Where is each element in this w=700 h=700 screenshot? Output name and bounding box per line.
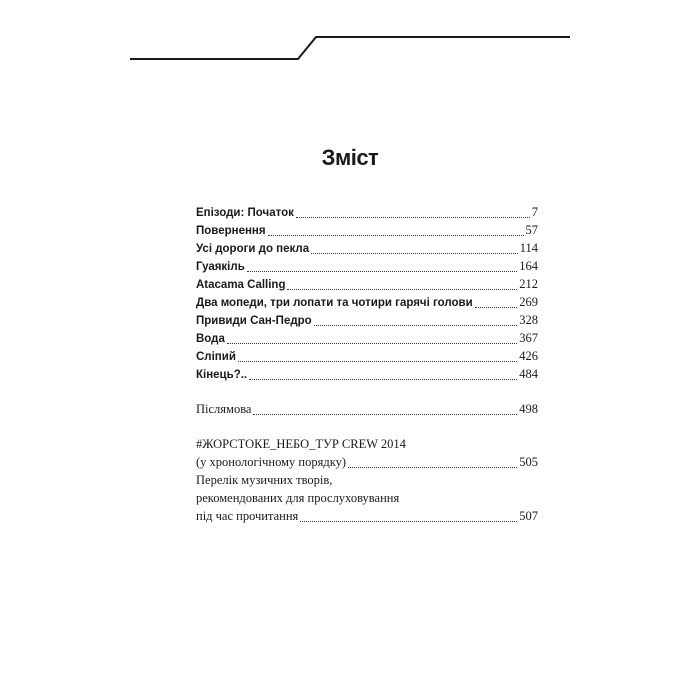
crew-title-line: #ЖОРСТОКЕ_НЕБО_ТУР CREW 2014 <box>196 437 406 451</box>
toc-entry <box>196 347 538 365</box>
dot-leader <box>287 289 517 290</box>
dot-leader <box>296 217 530 218</box>
toc-entry <box>196 275 538 293</box>
music-title-line-3: під час прочитання <box>196 509 299 523</box>
toc-entry-page: 367 <box>519 331 538 345</box>
toc-entry <box>196 329 538 347</box>
dot-leader <box>247 271 517 272</box>
crew-subtitle: (у хронологічному порядку) <box>196 455 347 469</box>
toc-entry <box>196 239 538 257</box>
toc-crew <box>196 453 538 471</box>
music-title-line-1: Перелік музичних творів, <box>196 473 333 487</box>
toc-entry-title: Atacama Calling <box>196 279 286 291</box>
toc-entry <box>196 203 538 221</box>
dot-leader <box>311 253 518 254</box>
toc-entry-title: Усі дороги до пекла <box>196 243 310 255</box>
toc-entry-title: Повернення <box>196 225 266 237</box>
toc-entry-title: Гуаякіль <box>196 261 245 273</box>
afterword-page: 498 <box>519 402 538 416</box>
dot-leader <box>314 325 518 326</box>
toc-entry-title: Два мопеди, три лопати та чотири гарячі голови <box>196 297 473 309</box>
dot-leader <box>249 379 517 380</box>
toc-entry-page: 212 <box>519 277 538 291</box>
music-title-line-2: рекомендованих для прослуховування <box>196 491 400 505</box>
toc-entry-page: 426 <box>519 349 538 363</box>
table-of-contents <box>196 203 538 525</box>
toc-entry-title: Вода <box>196 333 225 345</box>
toc-entry-page: 484 <box>519 367 538 381</box>
toc-entry-page: 269 <box>519 295 538 309</box>
toc-entry <box>196 311 538 329</box>
toc-entry-title: Епізоди: Початок <box>196 207 294 219</box>
dot-leader <box>300 521 517 522</box>
music-page: 507 <box>519 509 538 523</box>
crew-page: 505 <box>519 455 538 469</box>
toc-entry-title: Кінець?.. <box>196 369 248 381</box>
dot-leader <box>238 361 517 362</box>
toc-entry-page: 328 <box>519 313 538 327</box>
dot-leader <box>348 467 517 468</box>
toc-entry-title: Привиди Сан-Педро <box>196 315 312 327</box>
toc-entry-page: 7 <box>531 205 538 219</box>
toc-afterword <box>196 400 538 418</box>
toc-entry <box>196 257 538 275</box>
toc-entry <box>196 221 538 239</box>
afterword-title: Післямова <box>196 402 252 416</box>
toc-entry-page: 164 <box>519 259 538 273</box>
toc-entry <box>196 293 538 311</box>
toc-entry-page: 57 <box>525 223 538 237</box>
dot-leader <box>227 343 517 344</box>
header-rule <box>0 0 700 80</box>
toc-music <box>196 507 538 525</box>
toc-entry-title: Сліпий <box>196 351 236 363</box>
dot-leader <box>253 414 517 415</box>
toc-entry <box>196 365 538 383</box>
toc-title: Зміст <box>321 145 379 170</box>
dot-leader <box>268 235 524 236</box>
dot-leader <box>475 307 518 308</box>
toc-entry-page: 114 <box>519 241 538 255</box>
